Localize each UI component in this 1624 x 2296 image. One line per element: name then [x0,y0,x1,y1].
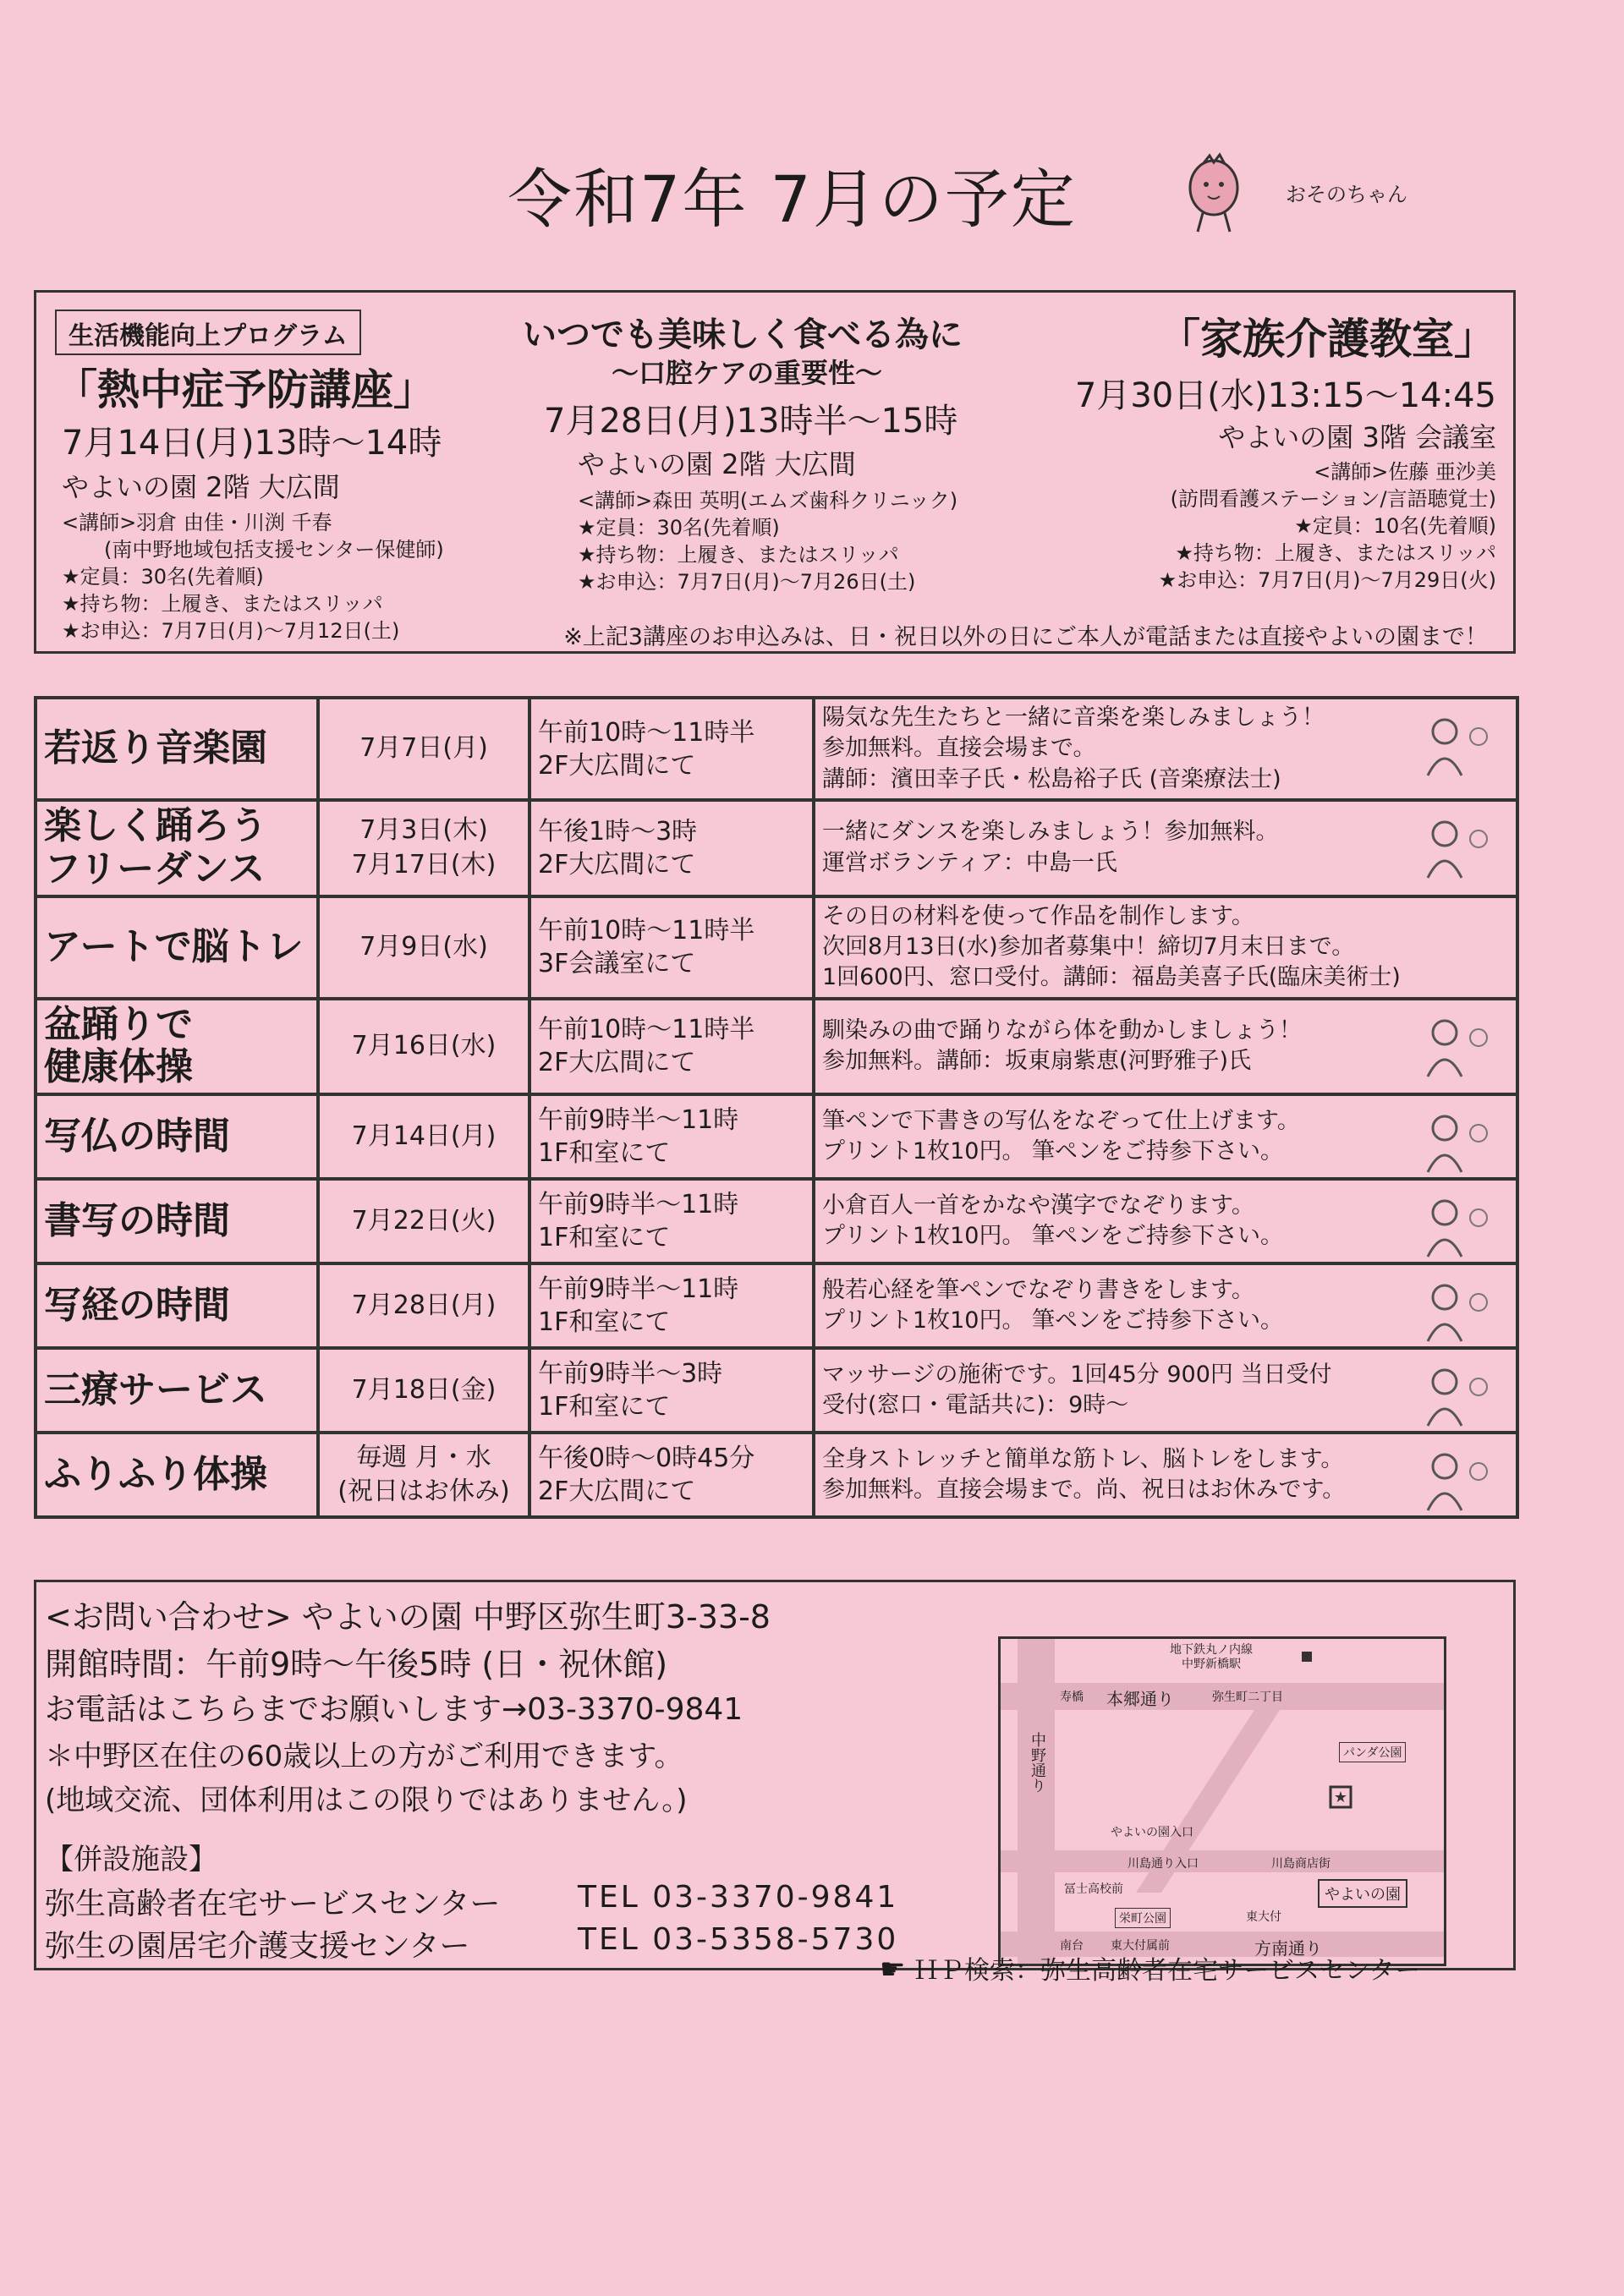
table-row [36,896,1517,999]
activity-time-text: 午前9時半〜11時 1F和室にて [538,1190,739,1252]
activity-time-text: 午後0時〜0時45分 2F大広間にて [538,1444,755,1506]
family-care-lecturer-org: (訪問看護ステーション/言語聴覚士) [1170,487,1496,511]
activity-time-text: 午後1時〜3時 2F大広間にて [538,816,698,879]
table-row [36,1263,1517,1348]
activity-description-text: 筆ペンで下書きの写仏をなぞって仕上げます。 プリント1枚10円。 筆ペンをご持参下さい。 [822,1107,1300,1164]
activity-date [318,698,529,800]
heatstroke-datetime: 7月14日(月)13時〜14時 [62,424,442,463]
activity-time [529,800,814,896]
activity-name [36,1348,318,1433]
pointing-hand-icon: ☛ [880,1953,906,1986]
activity-date-text: 7月22日(火) [351,1205,497,1236]
activity-description [814,1348,1517,1433]
map-kotobuki: 寿橋 [1060,1690,1084,1704]
activity-time [529,1263,814,1348]
activity-description-text: 全身ストレッチと簡単な筋トレ、脳トレをします。 参加無料。直接会場まで。尚、祝日はお休みです。 [822,1445,1346,1503]
activity-name [36,1179,318,1263]
map-sakaecho-park: 栄町公園 [1115,1908,1171,1928]
oral-care-capacity: ★定員：30名(先着順) [578,516,780,540]
activity-time [529,896,814,999]
family-care-apply: ★お申込：7月7日(月)〜7月29日(火) [1158,568,1496,592]
table-row [36,698,1517,800]
massage-icon [1411,1358,1504,1429]
map-station: 地下鉄丸ノ内線 中野新橋駅 [1170,1643,1253,1671]
family-care-title: 「家族介護教室」 [1158,315,1496,364]
activity-description [814,800,1517,896]
activity-date [318,1433,529,1517]
facilities-heading: 【併設施設】 [45,1843,217,1877]
table-row [36,1433,1517,1517]
eligibility-note: ＊中野区在住の60歳以上の方がご利用できます。 [45,1740,683,1773]
activity-time-text: 午前9時半〜11時 1F和室にて [538,1274,739,1337]
map-higashi-otsuke: 東大付 [1246,1910,1281,1924]
activity-time [529,1094,814,1179]
sutra-icon [1411,1274,1504,1345]
facility1-tel: TEL 03-3370-9841 [578,1880,899,1915]
hp-search-text: ＨＰ検索：弥生高齢者在宅サービスセンター [914,1956,1420,1986]
activity-time [529,1433,814,1517]
map-kawashima-shoten: 川島商店街 [1271,1857,1330,1871]
activity-date [318,800,529,896]
activity-name [36,896,318,999]
map-minamidai: 南台 [1060,1939,1084,1953]
map-yayoi-2chome: 弥生町二丁目 [1212,1690,1283,1704]
activity-date-text: 7月7日(月) [359,733,488,764]
bon-dance-icon [1411,1009,1504,1080]
activity-name-text: 盆踊りで 健康体操 [44,1002,193,1089]
activity-description-text: 陽気な先生たちと一緒に音楽を楽しみましょう！ 参加無料。直接会場まで。 講師：濱田幸子氏・松島裕子氏 (音楽療法士) [822,704,1325,792]
map-entrance: やよいの園入口 [1111,1826,1193,1839]
activity-description-text: 小倉百人一首をかなや漢字でなぞります。 プリント1枚10円。 筆ペンをご持参下さい。 [822,1192,1284,1249]
activity-description-text: 一緒にダンスを楽しみましょう！参加無料。 運営ボランティア：中島一氏 [822,819,1279,876]
oral-care-place: やよいの園 2階 大広間 [578,448,856,480]
map-higashi-mae: 東大付属前 [1111,1939,1170,1953]
activity-description-text: 馴染みの曲で踊りながら体を動かしましょう！ 参加無料。講師：坂東扇紫恵(河野雅子)氏 [822,1016,1302,1075]
family-care-place: やよいの園 3階 会議室 [1218,421,1496,453]
activity-date-text: 7月14日(月) [351,1121,497,1151]
activity-time [529,1179,814,1263]
family-care-lecturer: <講師>佐藤 亜沙美 [1314,460,1496,484]
activity-description [814,1263,1517,1348]
hp-search [880,1949,1420,1986]
activity-date [318,1094,529,1179]
table-row [36,800,1517,896]
activity-name-text: 若返り音楽園 [44,726,267,770]
activity-date-text: 7月3日(木) 7月17日(木) [351,815,497,879]
access-map [998,1636,1446,1966]
activity-name-text: 写仏の時間 [44,1114,230,1158]
family-care-capacity: ★定員：10名(先着順) [1294,514,1496,538]
activity-name-text: 書写の時間 [44,1198,230,1242]
activity-time-text: 午前10時〜11時半 3F会議室にて [538,916,755,979]
map-nakano-dori: 中野通り [1029,1732,1046,1793]
map-yayoi-label: やよいの園 [1318,1879,1407,1908]
activity-time [529,698,814,800]
family-care-datetime: 7月30日(水)13:15〜14:45 [1074,376,1496,415]
map-panda-park: パンダ公園 [1339,1742,1406,1762]
facility2-name: 弥生の園居宅介護支援センター [45,1929,470,1964]
activity-description [814,1179,1517,1263]
activity-name [36,1094,318,1179]
mascot-illustration [1177,152,1250,237]
activity-date-text: 7月18日(金) [351,1374,497,1405]
heatstroke-capacity: ★定員：30名(先着順) [62,565,264,589]
activity-time-text: 午前9時半〜3時 1F和室にて [538,1359,723,1422]
activity-name-text: 楽しく踊ろう フリーダンス [44,804,267,890]
activity-date-text: 7月28日(月) [351,1290,497,1320]
heatstroke-place: やよいの園 2階 大広間 [62,471,340,503]
activity-date-text: 7月16日(水) [351,1031,497,1061]
activity-name [36,1433,318,1517]
activity-date [318,1263,529,1348]
page-title: 令和7年 7月の予定 [508,162,1077,237]
oral-care-apply: ★お申込：7月7日(月)〜7月26日(土) [578,570,916,594]
activity-date [318,1179,529,1263]
activity-name [36,1263,318,1348]
mascot-name: おそのちゃん [1286,183,1407,206]
activity-name-text: 三療サービス [44,1367,267,1411]
activity-name [36,999,318,1094]
program-tag: 生活機能向上プログラム [55,310,361,355]
activity-description [814,999,1517,1094]
activity-description [814,698,1517,800]
lectures-note: ※上記3講座のお申込みは、日・祝日以外の日にご本人が電話または直接やよいの園まで！ [563,624,1488,650]
activity-date-text: 毎週 月・水 (祝日はお休み) [337,1442,510,1506]
activity-time [529,999,814,1094]
singers-icon [1411,708,1504,779]
activity-name [36,698,318,800]
activity-date [318,999,529,1094]
table-row [36,1094,1517,1179]
map-kawashima-iriguchi: 川島通り入口 [1127,1857,1199,1871]
oral-care-title: いつでも美味しく食べる為に [523,315,963,354]
heatstroke-lecturer: <講師>羽倉 由佳・川渕 千春 [62,511,332,534]
oral-care-bring: ★持ち物：上履き、またはスリッパ [578,543,899,567]
schedule-table [34,696,1519,1519]
activity-name-text: 写経の時間 [44,1283,230,1327]
oral-care-subtitle: 〜口腔ケアの重要性〜 [612,357,883,389]
activity-date [318,1348,529,1433]
oral-care-lecturer: <講師>森田 英明(エムズ歯科クリニック) [578,489,958,512]
buddha-icon [1411,1104,1504,1175]
map-hongo-dori: 本郷通り [1106,1689,1174,1709]
facility2-tel: TEL 03-5358-5730 [578,1922,899,1957]
table-row [36,999,1517,1094]
activity-description-text: その日の材料を使って作品を制作します。 次回8月13日(水)参加者募集中！締切7月末日まで。 1回600円、窓口受付。講師：福島美喜子氏(臨床美術士) [822,902,1401,991]
heatstroke-title: 「熱中症予防講座」 [55,365,436,414]
activity-name [36,800,318,896]
contact-address: <お問い合わせ> やよいの園 中野区弥生町3-33-8 [45,1598,771,1636]
svg-text:★: ★ [1333,1789,1348,1806]
activity-time-text: 午前10時〜11時半 2F大広間にて [538,1015,755,1078]
exercise-icon [1411,1443,1504,1514]
poets-icon [1411,1189,1504,1260]
heatstroke-apply: ★お申込：7月7日(月)〜7月12日(土) [62,619,400,643]
table-row [36,1179,1517,1263]
activity-description [814,1433,1517,1517]
activity-date-text: 7月9日(水) [359,931,488,962]
lectures-box [34,290,1516,654]
dancers-icon [1411,810,1504,881]
table-row [36,1348,1517,1433]
activity-time [529,1348,814,1433]
activity-description-text: 般若心経を筆ペンでなぞり書きをします。 プリント1枚10円。 筆ペンをご持参下さい。 [822,1276,1284,1334]
activity-description [814,1094,1517,1179]
heatstroke-lecturer-org: (南中野地域包括支援センター保健師) [104,538,444,562]
activity-name-text: ふりふり体操 [44,1452,267,1496]
map-hounan-dori: 方南通り [1254,1938,1322,1959]
opening-hours: 開館時間：午前9時〜午後5時 (日・祝休館) [45,1646,668,1683]
heatstroke-bring: ★持ち物：上履き、またはスリッパ [62,592,383,616]
activity-description-text: マッサージの施術です。1回45分 900円 当日受付 受付(窓口・電話共に)：9時〜 [822,1361,1332,1418]
activity-date [318,896,529,999]
map-fuji-koko: 冨士高校前 [1064,1882,1123,1896]
activity-name-text: アートで脳トレ [44,924,304,968]
oral-care-datetime: 7月28日(月)13時半〜15時 [544,402,958,441]
phone-line: お電話はこちらまでお願いします→03-3370-9841 [45,1692,743,1727]
exception-note: (地域交流、団体利用はこの限りではありません。) [45,1784,688,1817]
family-care-bring: ★持ち物：上履き、またはスリッパ [1175,541,1496,565]
activity-time-text: 午前10時〜11時半 2F大広間にて [538,717,755,781]
activity-time-text: 午前9時半〜11時 1F和室にて [538,1105,739,1168]
activity-description [814,896,1517,999]
facility1-name: 弥生高齢者在宅サービスセンター [45,1887,501,1921]
